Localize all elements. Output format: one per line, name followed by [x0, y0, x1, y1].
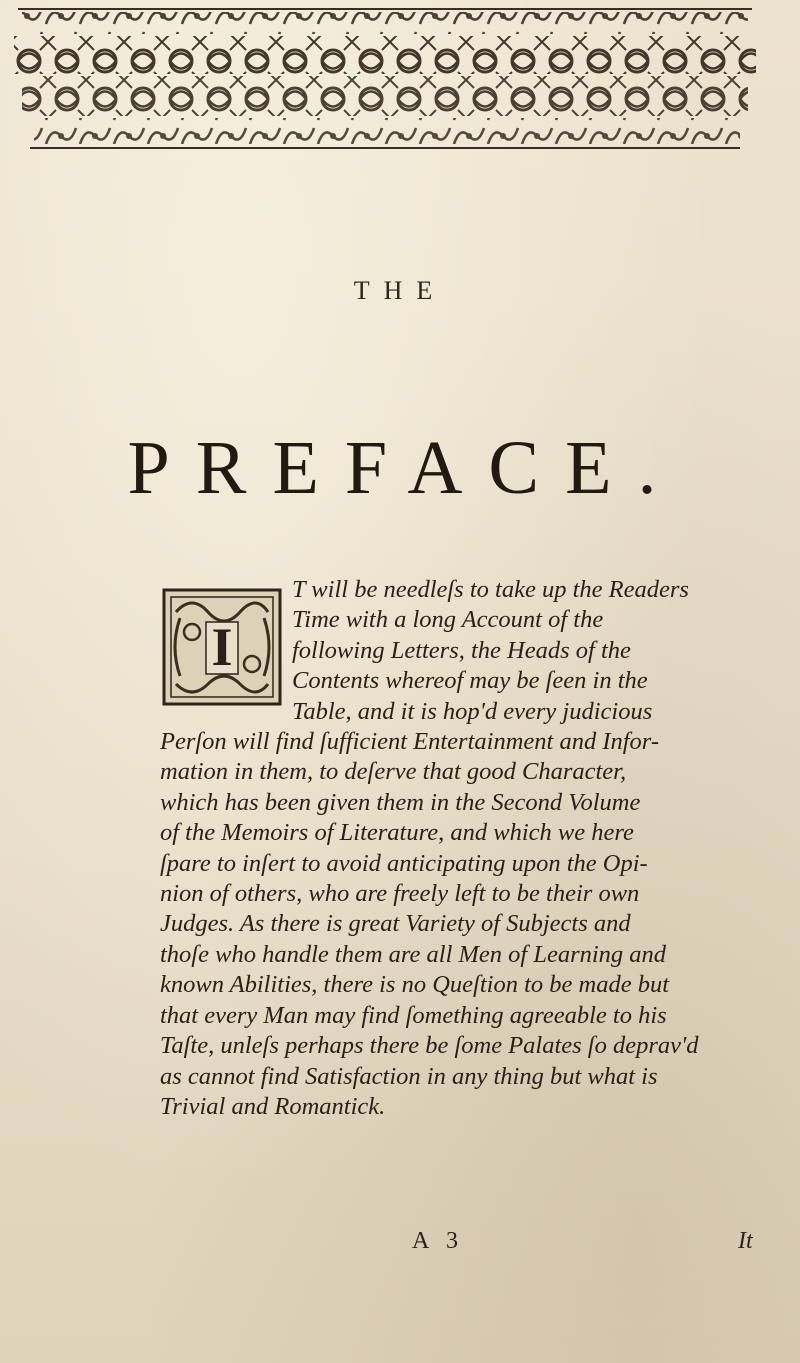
preface-paragraph — [160, 575, 760, 1122]
paragraph-line: of the Memoirs of Literature, and which we here — [160, 819, 634, 847]
paragraph-line: Table, and it is hop'd every judicious — [292, 697, 653, 725]
page-footer — [0, 1228, 800, 1268]
ornamental-header-band — [10, 4, 760, 162]
page-title: PREFACE. — [127, 426, 683, 510]
running-title: THE — [353, 276, 447, 305]
catchword: It — [738, 1228, 753, 1254]
paragraph-line: Trivial and Romantick. — [160, 1092, 386, 1120]
paragraph-line: as cannot find Satisfaction in any thing but what is — [160, 1062, 658, 1090]
paragraph-line: known Abilities, there is no Queſtion to be made but — [160, 971, 669, 999]
paragraph-line: ſpare to inſert to avoid anticipating upon the Opi- — [160, 849, 648, 877]
paragraph-line: Taſte, unleſs perhaps there be ſome Palates ſo deprav'd — [160, 1032, 699, 1060]
paragraph-line: Contents whereof may be ſeen in the — [292, 667, 648, 695]
paragraph-line: following Letters, the Heads of the — [292, 636, 631, 664]
paragraph-line: Judges. As there is great Variety of Subjects and — [160, 910, 631, 938]
paragraph-line: mation in them, to deſerve that good Character, — [160, 758, 627, 786]
paragraph-line: thoſe who handle them are all Men of Learning and — [160, 940, 667, 968]
paragraph-line: T will be needleſs to take up the Readers — [292, 576, 689, 603]
paragraph-line: Perſon will find ſufficient Entertainment and Infor- — [160, 728, 659, 756]
paragraph-line: nion of others, who are freely left to be their own — [160, 880, 640, 908]
initial-letter: I — [211, 617, 233, 677]
paragraph-line: which has been given them in the Second Volume — [160, 788, 641, 816]
paragraph-line: Time with a long Account of the — [292, 606, 604, 634]
signature-mark: A 3 — [412, 1228, 465, 1254]
paragraph-line: that every Man may find ſomething agreeable to his — [160, 1001, 667, 1029]
